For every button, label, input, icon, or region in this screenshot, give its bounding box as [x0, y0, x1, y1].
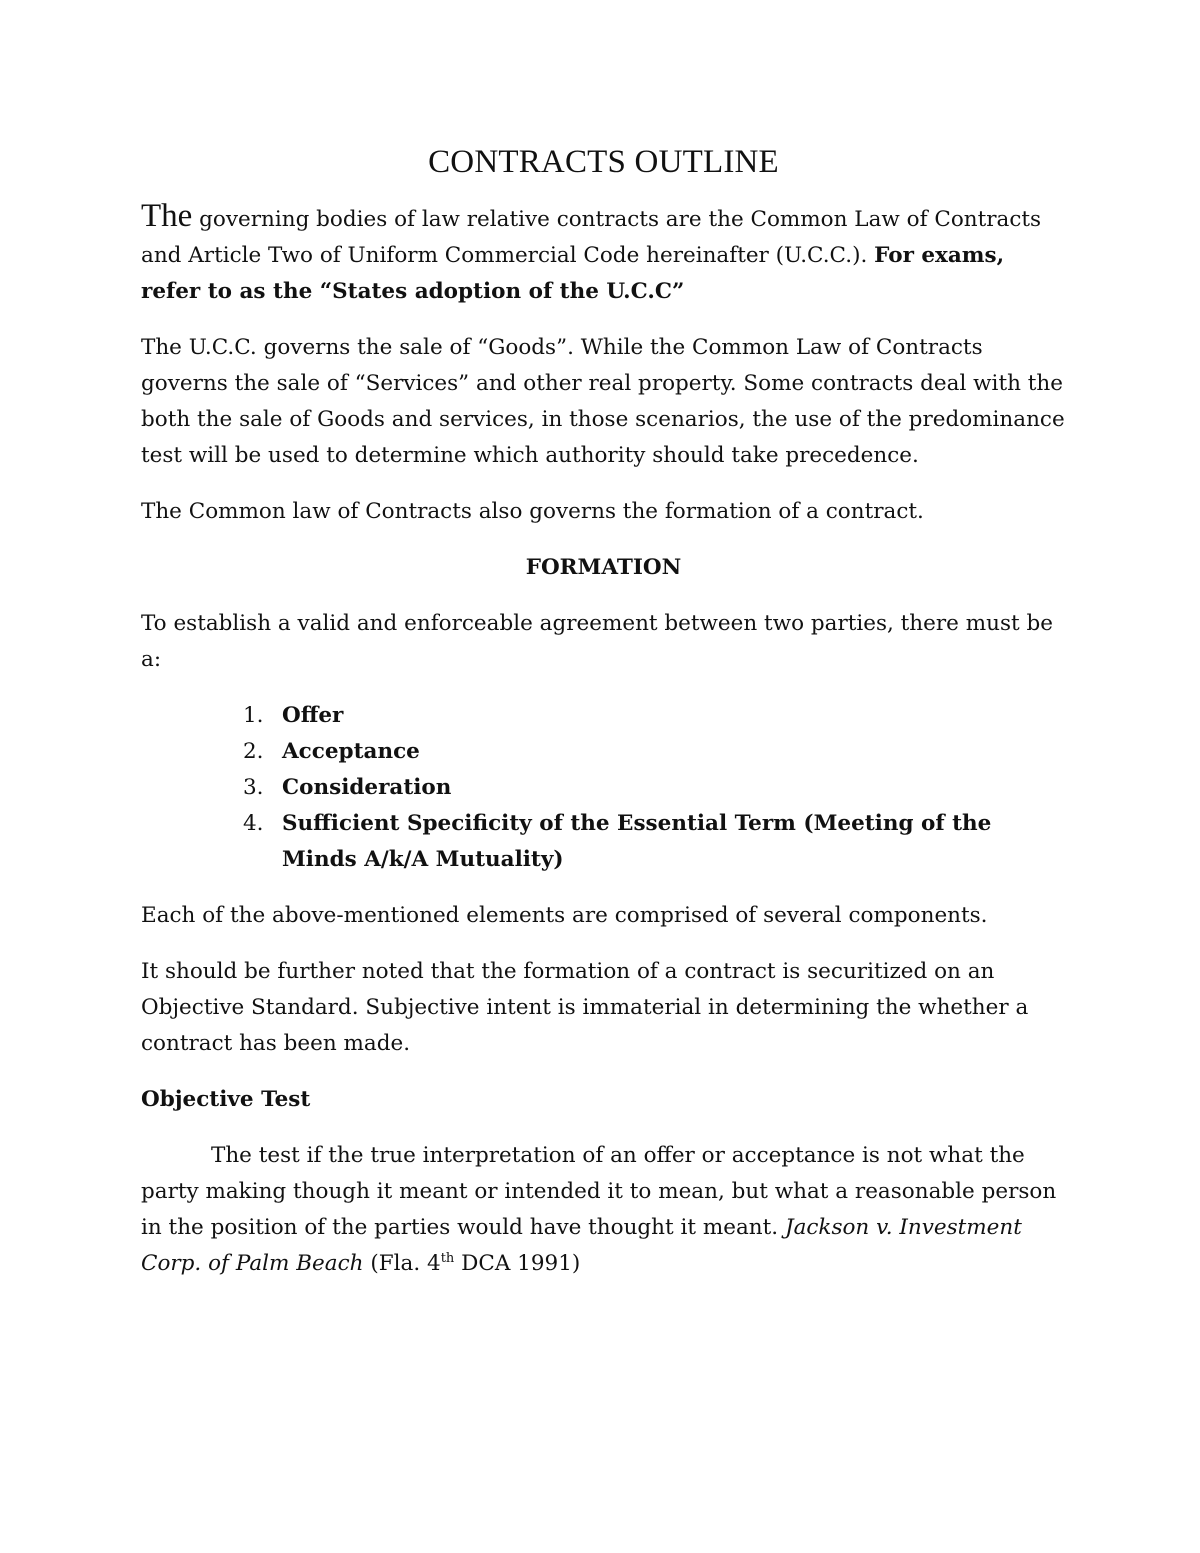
list-item-number: 1.	[243, 703, 264, 728]
objective-test-paragraph	[141, 1138, 1066, 1282]
list-item-label: Consideration	[282, 775, 452, 800]
citation-close: DCA 1991)	[454, 1251, 581, 1276]
common-law-paragraph: The Common law of Contracts also governs the formation of a contract.	[141, 499, 924, 524]
list-item-number: 2.	[243, 739, 264, 764]
list-item-number: 3.	[243, 775, 264, 800]
list-item	[141, 770, 1066, 806]
objective-test-heading: Objective Test	[141, 1087, 311, 1112]
objective-standard-paragraph: It should be further noted that the formation of a contract is securitized on an Objective Standard. Subjective intent is immaterial in determining the whether a contract has been made.	[141, 959, 1029, 1056]
list-item-label: Acceptance	[282, 739, 420, 764]
list-item	[141, 734, 1066, 770]
formation-heading: FORMATION	[525, 555, 682, 580]
intro-text: governing bodies of law relative contracts are the Common Law of Contracts and Article Two of Uniform Commercial Code hereinafter (U.C.C.).	[141, 207, 1042, 268]
citation-open: (Fla. 4	[363, 1251, 441, 1276]
list-item	[141, 806, 1066, 878]
case-name: Jackson v. Investment Corp. of Palm Beach	[141, 1215, 1022, 1276]
elements-note-paragraph: Each of the above-mentioned elements are comprised of several components.	[141, 903, 988, 928]
formation-elements-list	[141, 698, 1066, 878]
citation-superscript: th	[440, 1250, 455, 1266]
list-item-number: 4.	[243, 811, 264, 836]
document-body	[141, 140, 1066, 1302]
intro-paragraph	[141, 198, 1066, 310]
ucc-paragraph: The U.C.C. governs the sale of “Goods”. While the Common Law of Contracts governs the sale of “Services” and other real property. Some contracts deal with the both the sale of Goods and services, in those scenarios, the use of the predominance test will be used to determine which authority should take precedence.	[141, 335, 1065, 468]
list-item-label: Sufficient Specificity of the Essential Term (Meeting of the Minds A/k/A Mutuality)	[282, 811, 992, 872]
list-item	[141, 698, 1066, 734]
document-title: CONTRACTS OUTLINE	[428, 144, 779, 180]
list-item-label: Offer	[282, 703, 344, 728]
objective-test-text: The test if the true interpretation of an offer or acceptance is not what the party making though it meant or intended it to mean, but what a reasonable person in the position of the parties would have thought it meant.	[141, 1143, 1057, 1240]
intro-lead-word: The	[141, 198, 193, 234]
formation-intro-paragraph: To establish a valid and enforceable agreement between two parties, there must be a:	[141, 611, 1053, 672]
intro-bold-note: For exams, refer to as the “States adoption of the U.C.C”	[141, 243, 1005, 304]
